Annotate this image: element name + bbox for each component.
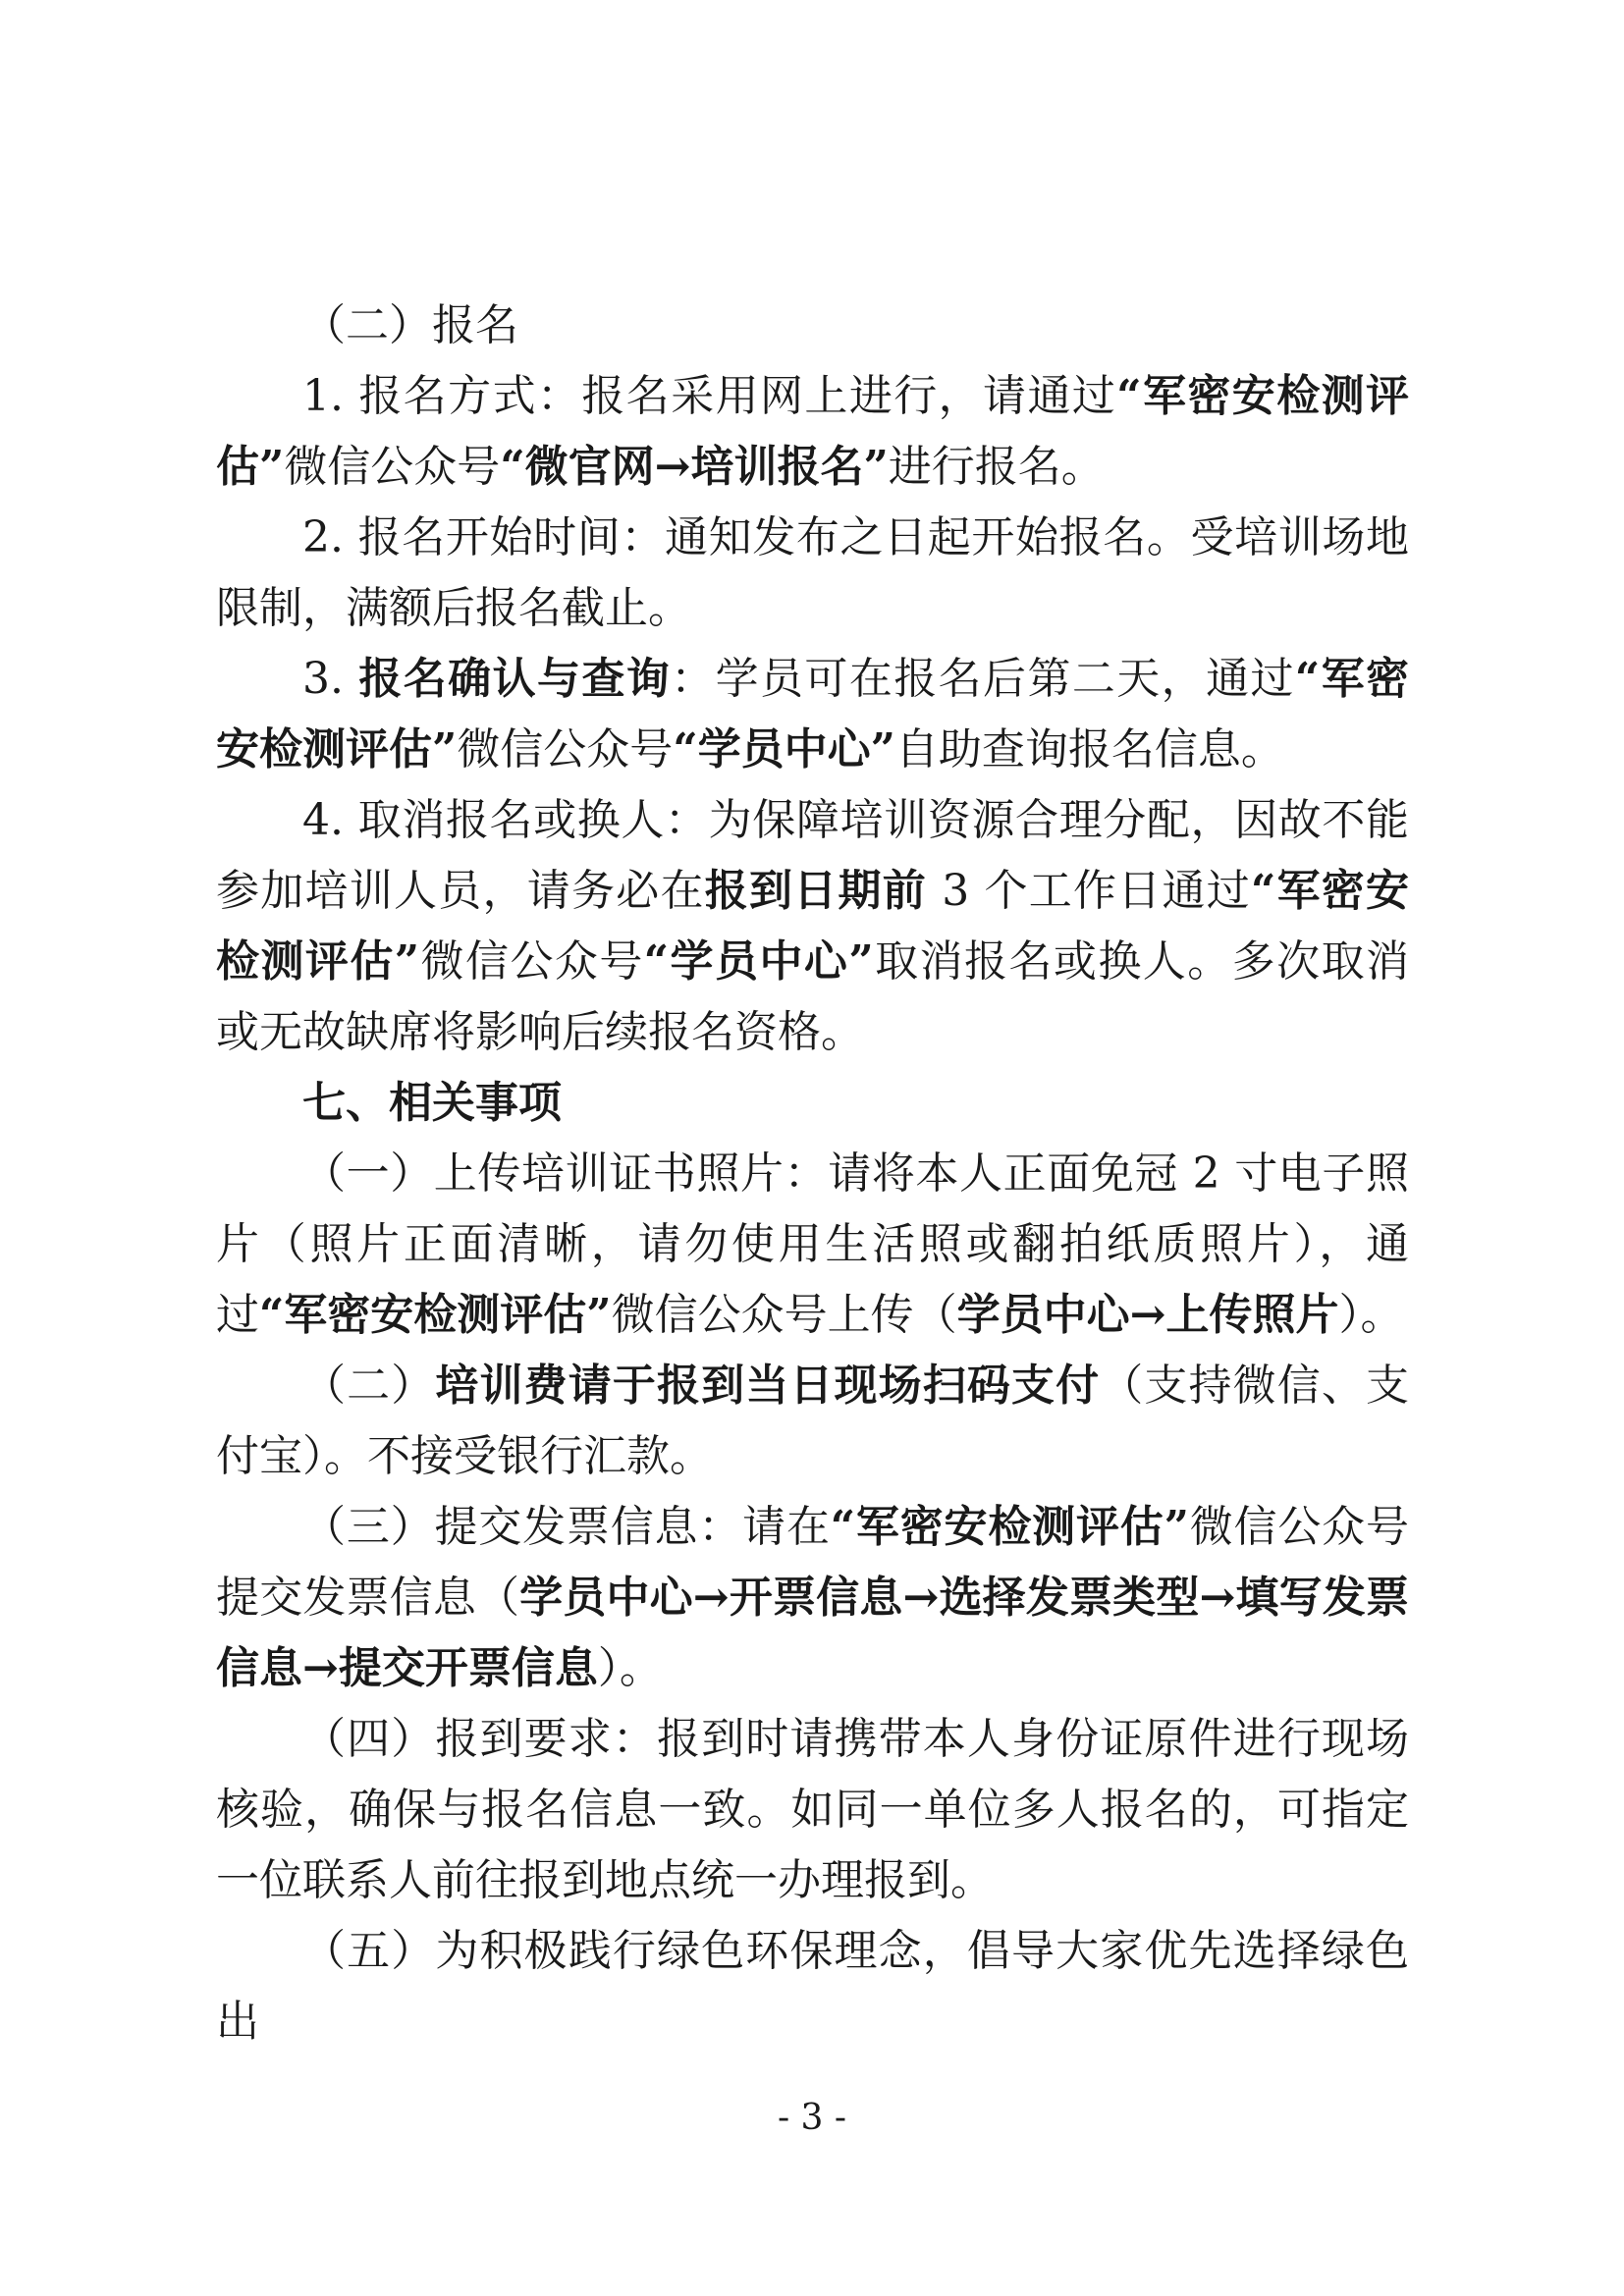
bold-text-run: 学员中心→开票信息→选择发票类型→填写发票信息→提交开票信息: [216, 1573, 1409, 1693]
paragraph-signup-method: [216, 361, 1409, 503]
paragraph-signup-start-time: [216, 503, 1409, 644]
text-run: 微信公众号: [284, 442, 501, 492]
bold-text-run: “军密安检测评估”: [216, 371, 1410, 492]
text-run: 自助查询报名信息。: [894, 724, 1284, 774]
text-run: 微信公众号提交发票信息（: [216, 1502, 1409, 1623]
text-run: 取消报名或换人。多次取消或无故缺席将影响后续报名资格。: [216, 936, 1410, 1057]
bold-text-run: 培训费请于报到当日现场扫码支付: [435, 1361, 1101, 1411]
bold-text-run: “学员中心”: [643, 936, 874, 987]
text-run: （二）: [302, 1361, 436, 1411]
bold-text-run: 报到日期前: [704, 866, 927, 916]
text-run: （一）上传培训证书照片：请将本人正面免冠 2 寸电子照片（照片正面清晰，请勿使用生活照或翻拍纸质照片），通过: [216, 1148, 1409, 1340]
paragraph-check-in-requirements: [216, 1704, 1409, 1916]
text-run: ）。: [597, 1643, 663, 1693]
bold-text-run: “微官网→培训报名”: [500, 442, 889, 492]
text-run: （支持微信、支付宝）。不接受银行汇款。: [216, 1361, 1409, 1481]
bold-text-run: 报名确认与查询: [358, 654, 672, 704]
paragraph-training-fee: [216, 1351, 1409, 1492]
text-run: 1. 报名方式：报名采用网上进行，请通过: [302, 371, 1117, 421]
text-run: 微信公众号上传（: [611, 1290, 957, 1340]
text-run: 4. 取消报名或换人：为保障培训资源合理分配，因故不能参加培训人员，请务必在: [216, 795, 1409, 916]
bold-text-run: 学员中心→上传照片: [956, 1290, 1339, 1340]
bold-text-run: 七、相关事项: [302, 1078, 562, 1128]
text-run: 3.: [302, 654, 359, 704]
paragraph-signup-heading: [216, 291, 1409, 361]
paragraph-signup-confirm: [216, 644, 1409, 785]
text-run: （五）为积极践行绿色环保理念，倡导大家优先选择绿色出: [216, 1926, 1409, 2047]
document-body: [216, 291, 1409, 2057]
text-run: 微信公众号: [457, 724, 674, 774]
bold-text-run: “军密安检测评估”: [830, 1502, 1189, 1552]
bold-text-run: “军密安检测评估”: [216, 866, 1410, 987]
page-number: - 3 -: [777, 2098, 847, 2138]
paragraph-signup-cancel: [216, 785, 1409, 1068]
text-run: ：学员可在报名后第二天，通过: [671, 654, 1295, 704]
paragraph-upload-photo: [216, 1139, 1409, 1351]
text-run: 进行报名。: [888, 442, 1105, 492]
text-run: ）。: [1338, 1290, 1404, 1340]
text-run: （四）报到要求：报到时请携带本人身份证原件进行现场核验，确保与报名信息一致。如同一单位多人报名的，可指定一位联系人前往报到地点统一办理报到。: [216, 1714, 1409, 1905]
text-run: （三）提交发票信息：请在: [302, 1502, 831, 1552]
bold-text-run: “学员中心”: [673, 724, 895, 774]
bold-text-run: “军密安检测评估”: [259, 1290, 612, 1340]
text-run: （二）报名: [302, 300, 518, 350]
bold-text-run: “军密安检测评估”: [216, 654, 1410, 774]
paragraph-related-matters-heading: [216, 1068, 1409, 1139]
paragraph-green-travel: [216, 1916, 1409, 2057]
text-run: 3 个工作日通过: [927, 866, 1251, 916]
text-run: 2. 报名开始时间：通知发布之日起开始报名。受培训场地限制，满额后报名截止。: [216, 512, 1409, 633]
paragraph-invoice-info: [216, 1492, 1409, 1704]
text-run: 微信公众号: [419, 936, 644, 987]
